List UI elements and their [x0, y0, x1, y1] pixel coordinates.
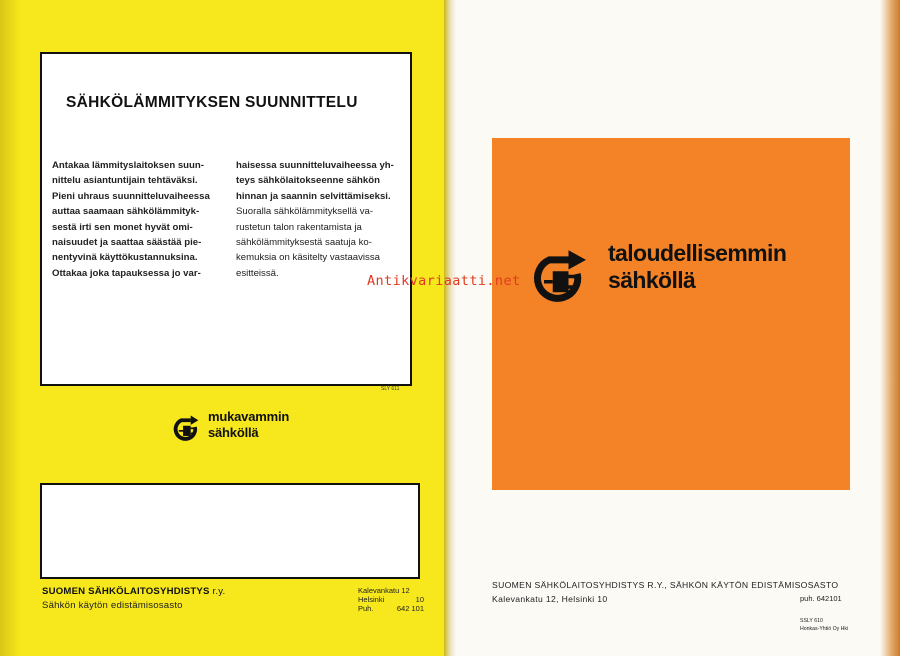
cover-logo-line-1: taloudellisemmin — [608, 240, 787, 266]
text-line: kemuksia on käsitelty vastaavissa — [236, 252, 380, 264]
text-line: Antakaa lämmityslaitoksen suun- — [52, 160, 204, 171]
text-line: nittelu asiantuntijain tehtäväksi. — [52, 175, 198, 187]
left-page-edge — [0, 0, 20, 656]
text-line: esitteissä. — [236, 267, 279, 279]
logo-mukavammin — [172, 406, 322, 456]
watermark: Antikvariaatti.net — [367, 273, 521, 289]
right-page-edge — [880, 0, 900, 656]
phone-label: Puh. — [358, 604, 374, 613]
stamp-box — [40, 483, 420, 579]
plug-arrow-icon — [530, 240, 600, 320]
text-box — [40, 52, 412, 386]
text-line: naisuudet ja saattaa säästää pie- — [52, 237, 202, 249]
plug-arrow-icon — [172, 410, 206, 450]
publisher-phone: puh. 642101 — [800, 594, 842, 603]
publisher-name — [42, 586, 225, 597]
address-street: Kalevankatu 12 — [358, 586, 410, 595]
text-column-2 — [236, 158, 406, 281]
text-line: rustetun talon rakentamista ja — [236, 221, 362, 233]
publisher-suffix: r.y. — [212, 586, 226, 597]
text-line: sestä irti sen monet hyvät omi- — [52, 221, 193, 233]
text-line: Ottakaa joka tapauksessa jo var- — [52, 267, 201, 279]
publisher-department: Sähkön käytön edistämisosasto — [42, 600, 183, 611]
text-line: nentyvinä käyttökustannuksina. — [52, 252, 198, 264]
text-line: auttaa saamaan sähkölämmityk- — [52, 206, 200, 218]
page-heading: SÄHKÖLÄMMITYKSEN SUUNNITTELU — [66, 94, 358, 111]
text-line: Suoralla sähkölämmityksellä va- — [236, 206, 374, 218]
publisher-address-line: Kalevankatu 12, Helsinki 10 — [492, 594, 608, 604]
address-postal: 10 — [415, 595, 424, 604]
text-line: Pieni uhraus suunnitteluvaiheessa — [52, 190, 210, 202]
text-line: haisessa suunnitteluvaiheessa yh- — [236, 160, 394, 171]
publisher-address — [358, 586, 424, 613]
phone-number: 642 101 — [396, 604, 424, 613]
text-line: teys sähkölaitokseenne sähkön — [236, 175, 380, 187]
cover-logo-line-2: sähköllä — [608, 267, 696, 293]
book-spine — [444, 0, 456, 656]
publisher-line: SUOMEN SÄHKÖLAITOSYHDISTYS R.Y., SÄHKÖN KÄYTÖN EDISTÄMISOSASTO — [492, 580, 839, 590]
print-code: SLY 611 — [381, 386, 400, 392]
text-line: hinnan ja saannin selvittämiseksi. — [236, 190, 391, 202]
print-code: SSLY 610 — [800, 618, 823, 624]
print-code-right — [800, 617, 848, 633]
text-column-1 — [52, 158, 222, 281]
printer-name: Honkas-Yhtiö Oy Hki — [800, 626, 849, 632]
logo-text-line-2: sähköllä — [208, 425, 259, 440]
logo-text-line-1: mukavammin — [208, 409, 290, 424]
publisher-org: SUOMEN SÄHKÖLAITOSYHDISTYS — [42, 586, 210, 597]
text-line: sähkölämmityksestä saatuja ko- — [236, 237, 372, 249]
address-city: Helsinki — [358, 595, 385, 604]
cover-panel — [492, 138, 850, 490]
